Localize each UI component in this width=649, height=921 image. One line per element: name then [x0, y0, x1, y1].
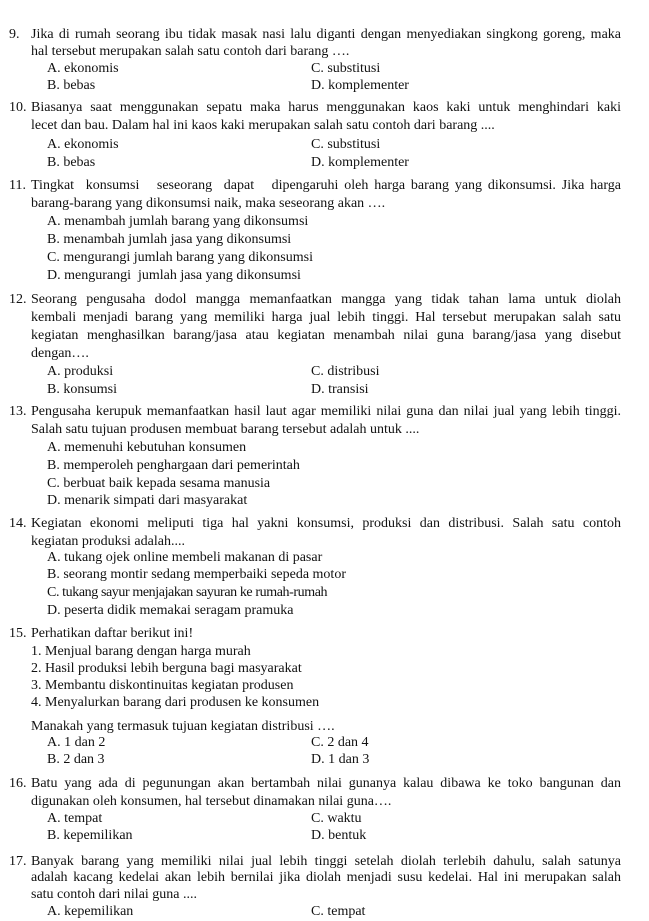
question-text: kegiatan menghasilkan barang/jasa atau kegiatan menambah nilai guna barang/jasa yang disebut	[31, 328, 621, 343]
option-c: C. berbuat baik kepada sesama manusia	[47, 476, 271, 491]
option-c: C. mengurangi jumlah barang yang dikonsumsi	[47, 250, 313, 265]
option-c: C. tukang sayur menjajakan sayuran ke rumah-rumah	[47, 585, 328, 600]
option-a: A. ekonomis	[47, 137, 119, 152]
question-text: digunakan oleh konsumen, hal tersebut dinamakan nilai guna….	[31, 794, 392, 809]
question-text: kegiatan produksi adalah....	[31, 534, 185, 549]
question-text: Tingkat konsumsi seseorang dapat dipengaruhi oleh harga barang yang dikonsumsi. Jika harga	[31, 178, 621, 193]
option-d: D. menarik simpati dari masyarakat	[47, 493, 248, 508]
question-text: barang-barang yang dikonsumsi naik, maka seseorang akan ….	[31, 196, 386, 211]
option-d: D. transisi	[311, 382, 369, 397]
option-a: A. memenuhi kebutuhan konsumen	[47, 440, 247, 455]
option-b: B. seorang montir sedang memperbaiki sepeda motor	[47, 567, 346, 582]
question-text: Kegiatan ekonomi meliputi tiga hal yakni konsumsi, produksi dan distribusi. Salah satu contoh	[31, 516, 621, 531]
question-text: Biasanya saat menggunakan sepatu maka harus menggunakan kaos kaki untuk menghindari kaki	[31, 100, 621, 115]
option-a: A. ekonomis	[47, 61, 119, 76]
option-a: A. tempat	[47, 811, 103, 826]
list-item: 1. Menjual barang dengan harga murah	[31, 644, 251, 659]
question-text: Salah satu tujuan produsen membuat barang tersebut adalah untuk ....	[31, 422, 420, 437]
option-b: B. memperoleh penghargaan dari pemerintah	[47, 458, 300, 473]
question-text: kembali menjadi barang yang memiliki harga jual lebih tinggi. Hal tersebut merupakan salah satu	[31, 310, 621, 325]
question-text: Jika di rumah seorang ibu tidak masak nasi lalu diganti dengan menyediakan singkong goreng, maka	[31, 27, 621, 42]
question-number: 9.	[9, 27, 20, 42]
list-item: 3. Membantu diskontinuitas kegiatan produsen	[31, 678, 294, 693]
option-a: A. tukang ojek online membeli makanan di pasar	[47, 550, 323, 565]
question-text: satu contoh dari nilai guna ....	[31, 887, 198, 902]
question-number: 14.	[9, 516, 27, 531]
option-d: D. bentuk	[311, 828, 367, 843]
question-text: dengan….	[31, 346, 89, 361]
option-d: D. 1 dan 3	[311, 752, 370, 767]
option-c: C. substitusi	[311, 61, 381, 76]
question-number: 17.	[9, 854, 27, 869]
option-c: C. substitusi	[311, 137, 381, 152]
list-item: 2. Hasil produksi lebih berguna bagi masyarakat	[31, 661, 302, 676]
option-a: A. produksi	[47, 364, 114, 379]
option-b: B. konsumsi	[47, 382, 118, 397]
option-c: C. waktu	[311, 811, 362, 826]
option-a: A. kepemilikan	[47, 904, 134, 919]
question-number: 15.	[9, 626, 27, 641]
option-d: D. mengurangi jumlah jasa yang dikonsumsi	[47, 268, 301, 283]
option-b: B. bebas	[47, 155, 96, 170]
question-text: adalah kacang kedelai akan lebih bernilai jika diolah menjadi susu kedelai. Hal ini merupakan salah	[31, 870, 621, 885]
option-a: A. 1 dan 2	[47, 735, 106, 750]
question-number: 13.	[9, 404, 27, 419]
option-a: A. menambah jumlah barang yang dikonsumsi	[47, 214, 309, 229]
question-number: 12.	[9, 292, 27, 307]
option-b: B. kepemilikan	[47, 828, 133, 843]
question-text: Batu yang ada di pegunungan akan bertambah nilai gunanya kalau dibawa ke toko bangunan dan	[31, 776, 621, 791]
question-text: Banyak barang yang memiliki nilai jual lebih tinggi setelah diolah terlebih dahulu, salah satunya	[31, 854, 621, 869]
question-prompt: Manakah yang termasuk tujuan kegiatan distribusi ….	[31, 719, 335, 734]
question-number: 16.	[9, 776, 27, 791]
question-text: Pengusaha kerupuk memanfaatkan hasil laut agar memiliki nilai guna dan nilai jual yang lebih tinggi.	[31, 404, 621, 419]
option-c: C. 2 dan 4	[311, 735, 369, 750]
question-text: Seorang pengusaha dodol mangga memanfaatkan mangga yang tidak tahan lama untuk diolah	[31, 292, 621, 307]
option-b: B. bebas	[47, 78, 96, 93]
question-text: lecet dan bau. Dalam hal ini kaos kaki merupakan salah satu contoh dari barang ....	[31, 118, 495, 133]
option-b: B. menambah jumlah jasa yang dikonsumsi	[47, 232, 292, 247]
option-d: D. peserta didik memakai seragam pramuka	[47, 603, 294, 618]
option-d: D. komplementer	[311, 78, 409, 93]
list-item: 4. Menyalurkan barang dari produsen ke konsumen	[31, 695, 320, 710]
option-c: C. tempat	[311, 904, 366, 919]
question-text: Perhatikan daftar berikut ini!	[31, 626, 194, 641]
option-c: C. distribusi	[311, 364, 380, 379]
question-number: 11.	[9, 178, 26, 193]
question-text: hal tersebut merupakan salah satu contoh dari barang ….	[31, 44, 350, 59]
option-d: D. komplementer	[311, 155, 409, 170]
option-b: B. 2 dan 3	[47, 752, 105, 767]
question-number: 10.	[9, 100, 27, 115]
